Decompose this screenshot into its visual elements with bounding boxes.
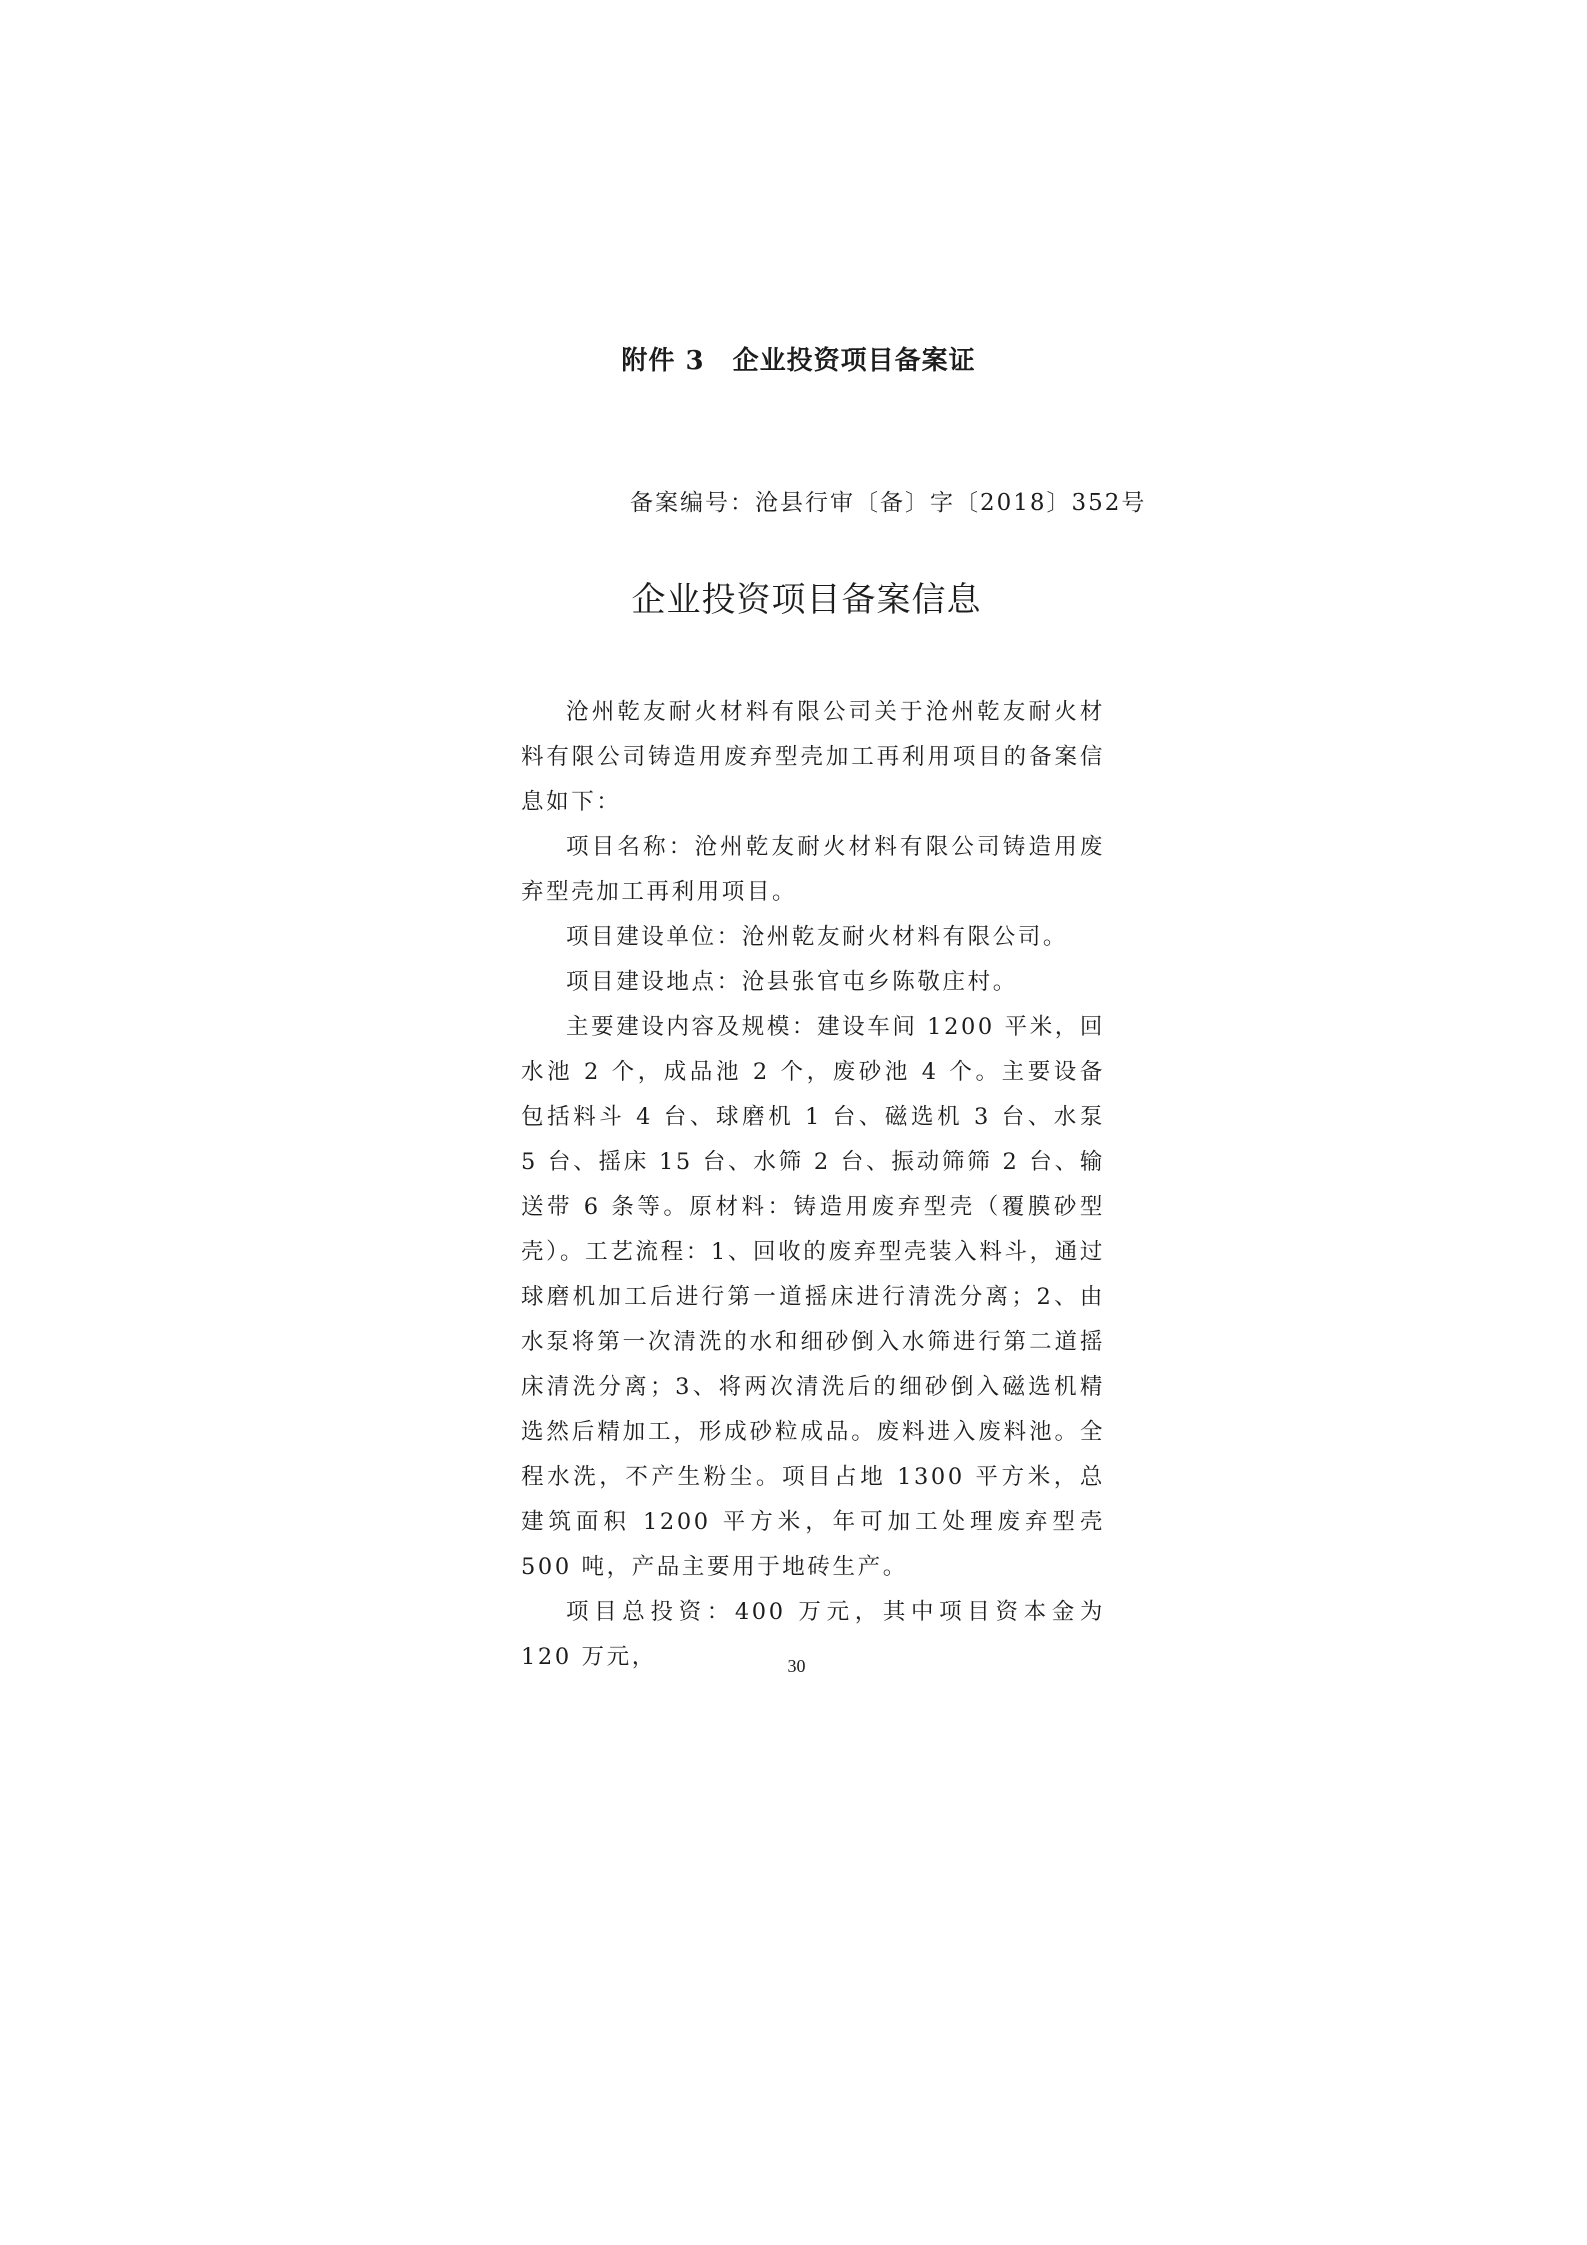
total-investment-paragraph: 项目总投资：400 万元，其中项目资本金为 120 万元， <box>521 1599 1105 1670</box>
attachment-title: 企业投资项目备案证 <box>732 346 976 376</box>
project-name-paragraph: 项目名称：沧州乾友耐火材料有限公司铸造用废弃型壳加工再利用项目。 <box>521 834 1105 905</box>
construction-unit-paragraph: 项目建设单位：沧州乾友耐火材料有限公司。 <box>566 924 1069 950</box>
construction-site-paragraph: 项目建设地点：沧县张官屯乡陈敬庄村。 <box>566 969 1018 995</box>
page-number: 30 <box>787 1656 806 1676</box>
document-title: 企业投资项目备案信息 <box>631 580 982 620</box>
attachment-heading <box>0 340 1587 377</box>
construction-scope-paragraph: 主要建设内容及规模：建设车间 1200 平米，回水池 2 个，成品池 2 个，废砂池 4 个。主要设备包括料斗 4 台、球磨机 1 台、磁选机 3 台、水泵 5 台、摇床 15 台、水筛 2 台、振动筛筛 2 台、输送带 6 条等。原材料：铸造用废弃型壳（覆膜砂型壳）。工艺流程：1、回收的废弃型壳装入料斗，通过球磨机加工后进行第一道摇床进行清洗分离；2、由水泵将第一次清洗的水和细砂倒入水筛进行第二道摇床清洗分离；3、将两次清洗后的细砂倒入磁选机精选然后精加工，形成砂粒成品。废料进入废料池。全程水洗，不产生粉尘。项目占地 1300 平方米，总建筑面积 1200 平方米，年可加工处理废弃型壳 500 吨，产品主要用于地砖生产。 <box>521 1014 1105 1580</box>
intro-paragraph: 沧州乾友耐火材料有限公司关于沧州乾友耐火材料有限公司铸造用废弃型壳加工再利用项目的备案信息如下： <box>521 699 1105 815</box>
document-body <box>521 690 1105 1680</box>
attachment-label: 附件 3 <box>621 346 705 376</box>
record-number: 备案编号：沧县行审〔备〕字〔2018〕352号 <box>630 490 1147 516</box>
